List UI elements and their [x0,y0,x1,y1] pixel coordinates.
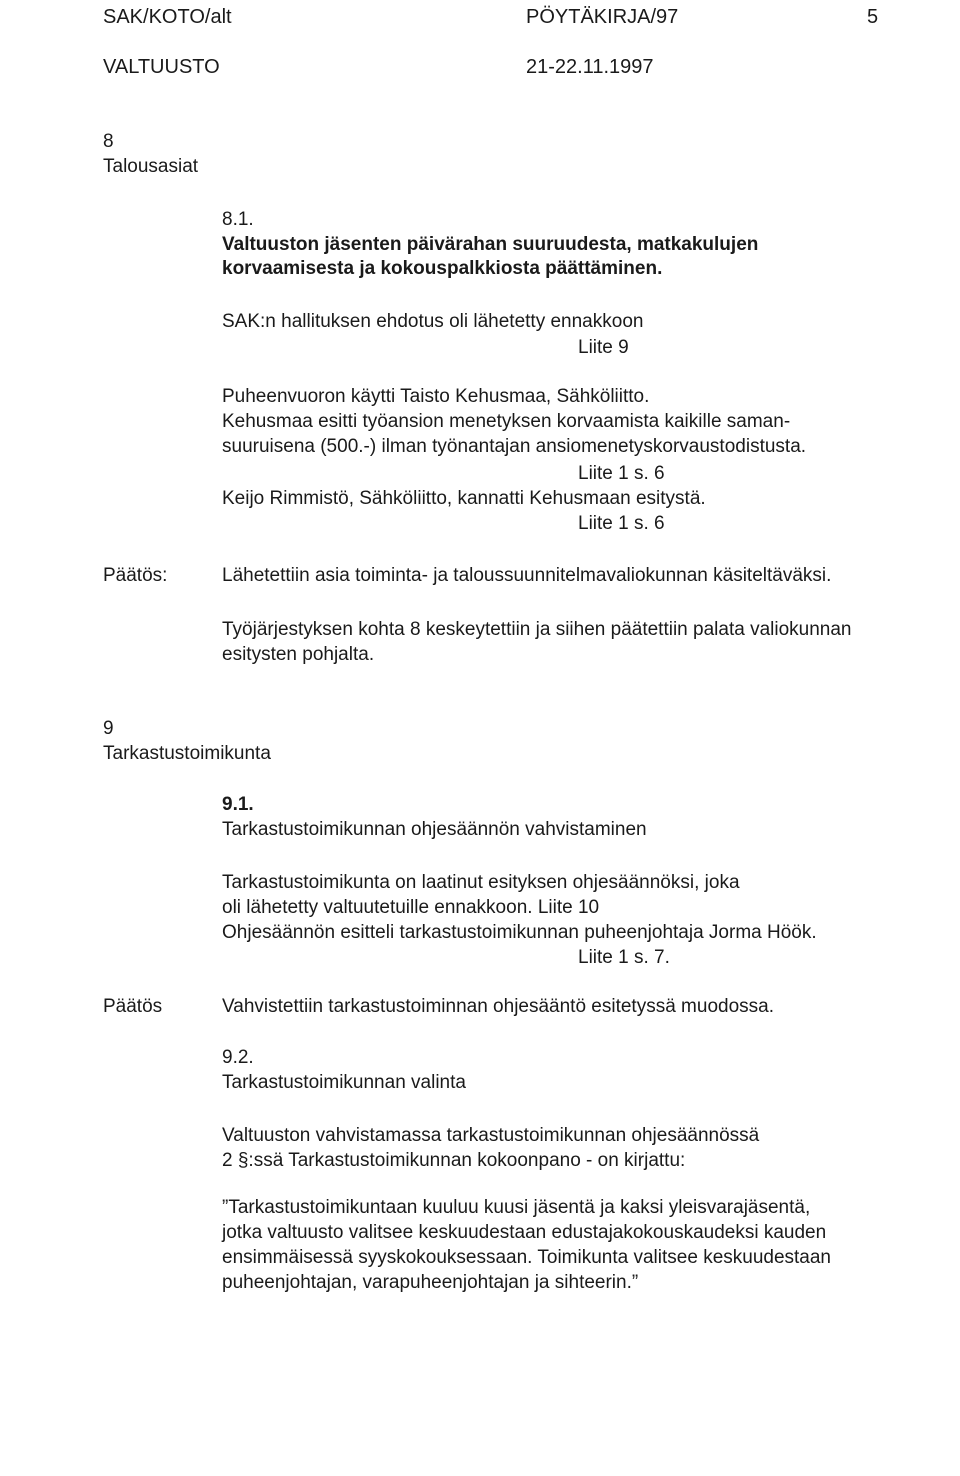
item-8-1-para-line: suuruisena (500.-) ilman työnantajan ansiomenetyskorvaustodistusta. [222,436,807,457]
item-9-2-number: 9.2. [222,1047,254,1068]
item-8-1-note-line2: esitysten pohjalta. [222,644,375,665]
item-8-1-proposal: SAK:n hallituksen ehdotus oli lähetetty ennakkoon [222,311,644,332]
header-org: SAK/KOTO/alt [103,6,232,28]
item-9-1-attachment: Liite 1 s. 7. [578,947,670,968]
item-8-1-decision-label: Päätös: [103,565,168,586]
item-8-1-note-line1: Työjärjestyksen kohta 8 keskeytettiin ja siihen päätettiin palata valiokunnan [222,619,852,640]
item-8-1-title-line1: Valtuuston jäsenten päivärahan suuruudesta, matkakulujen [222,234,759,255]
header-date: 21-22.11.1997 [526,56,654,78]
section-8-title: Talousasiat [103,156,199,177]
header-page-number: 5 [867,6,879,28]
item-8-1-para-line: Kehusmaa esitti työansion menetyksen korvaamista kaikille saman- [222,411,791,432]
section-9-title: Tarkastustoimikunta [103,743,271,764]
item-9-2-quote-line: jotka valtuusto valitsee keskuudestaan edustajakokouskaudeksi kauden [222,1222,827,1243]
item-8-1-decision: Lähetettiin asia toiminta- ja taloussuunnitelmavaliokunnan käsiteltäväksi. [222,565,832,586]
item-9-1-decision-label: Päätös [103,996,163,1017]
item-8-1-para-line: Puheenvuoron käytti Taisto Kehusmaa, Sähköliitto. [222,386,650,407]
header-doc-type: PÖYTÄKIRJA/97 [526,6,679,28]
item-9-2-intro-line1: Valtuuston vahvistamassa tarkastustoimikunnan ohjesäännössä [222,1125,760,1146]
item-9-1-para-line: oli lähetetty valtuutetuille ennakkoon. Liite 10 [222,897,600,918]
item-9-2-quote-line: puheenjohtajan, varapuheenjohtajan ja sihteerin.” [222,1272,639,1293]
item-9-2-intro-line2: 2 §:ssä Tarkastustoimikunnan kokoonpano - on kirjattu: [222,1150,686,1171]
item-9-1-para-line: Tarkastustoimikunta on laatinut esityksen ohjesäännöksi, joka [222,872,740,893]
item-8-1-title-line2: korvaamisesta ja kokouspalkkiosta päättäminen. [222,258,663,279]
item-9-2-quote-line: ensimmäisessä syyskokouksessaan. Toimikunta valitsee keskuudestaan [222,1247,832,1268]
item-8-1-attachment-2: Liite 1 s. 6 [578,463,665,484]
item-8-1-attachment-3: Liite 1 s. 6 [578,513,665,534]
section-9-number: 9 [103,718,114,739]
item-9-2-quote-line: ”Tarkastustoimikuntaan kuuluu kuusi jäsentä ja kaksi yleisvarajäsentä, [222,1197,811,1218]
item-9-1-para-line: Ohjesäännön esitteli tarkastustoimikunnan puheenjohtaja Jorma Höök. [222,922,817,943]
item-9-1-number: 9.1. [222,794,254,815]
item-8-1-attachment-1: Liite 9 [578,337,629,358]
item-9-1-decision: Vahvistettiin tarkastustoiminnan ohjesääntö esitetyssä muodossa. [222,996,775,1017]
item-8-1-support: Keijo Rimmistö, Sähköliitto, kannatti Kehusmaan esitystä. [222,488,706,509]
item-8-1-number: 8.1. [222,209,254,230]
header-body: VALTUUSTO [103,56,220,78]
section-8-number: 8 [103,131,114,152]
item-9-2-title: Tarkastustoimikunnan valinta [222,1072,466,1093]
item-9-1-title: Tarkastustoimikunnan ohjesäännön vahvistaminen [222,819,647,840]
